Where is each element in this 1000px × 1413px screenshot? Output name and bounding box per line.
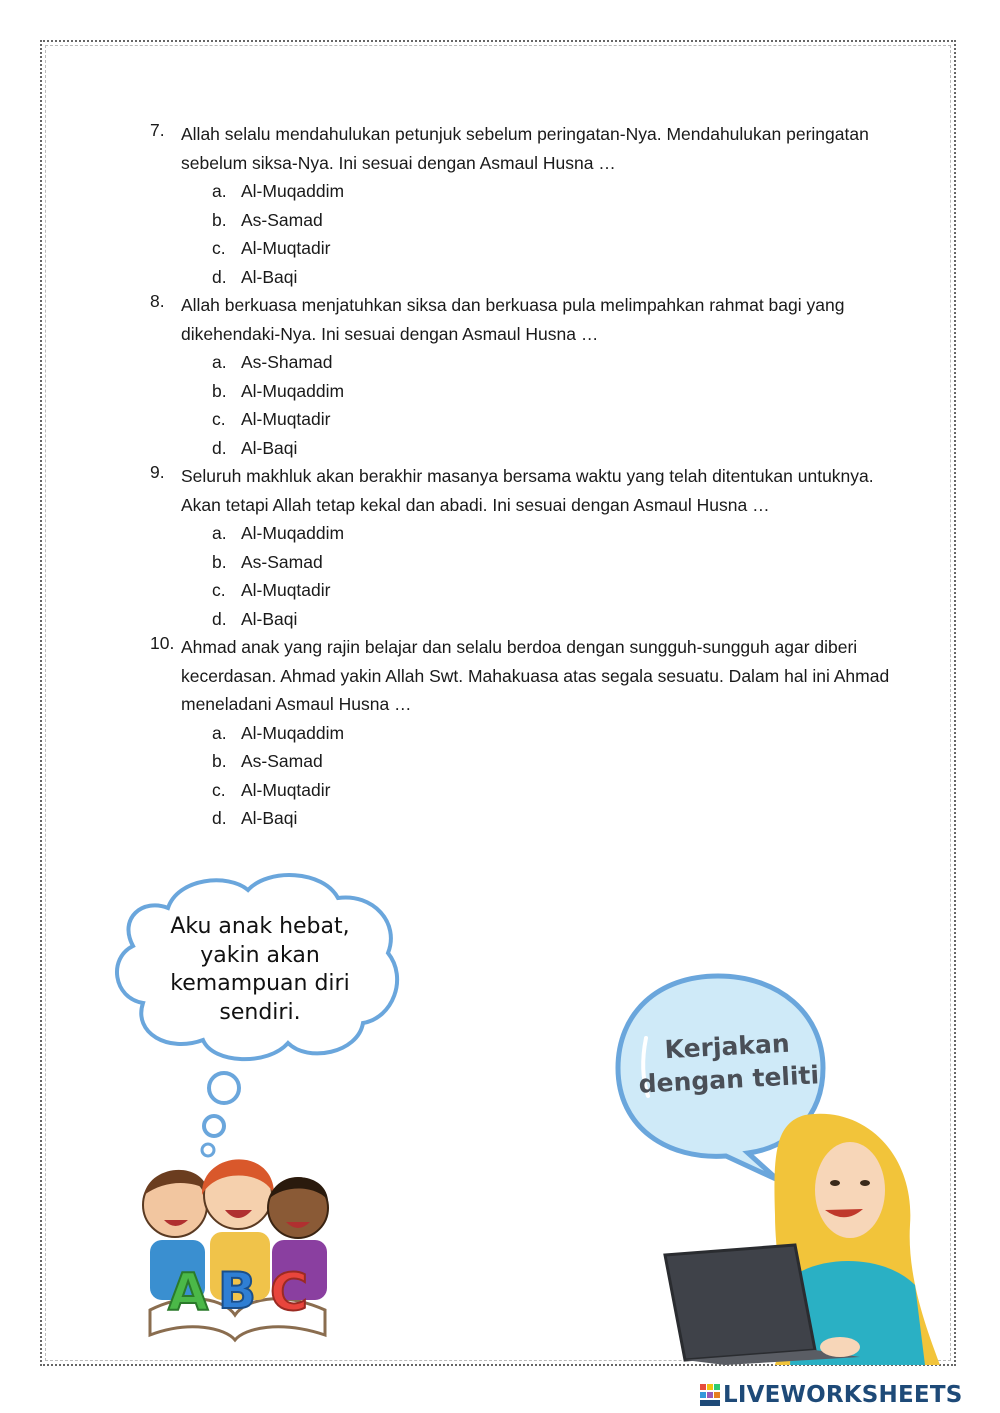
option-a[interactable] [212,519,890,548]
speech-line: Kerjakan [663,1028,791,1065]
svg-text:B: B [218,1262,257,1320]
question-9 [150,462,890,633]
option-b[interactable] [212,206,890,235]
option-text: Al-Muqaddim [241,181,345,201]
option-text: Al-Muqtadir [241,409,331,429]
question-8 [150,291,890,462]
option-d[interactable] [212,263,890,292]
speech-line: dengan teliti [637,1060,820,1099]
option-letter: a. [212,523,227,543]
liveworksheets-logo [700,1380,962,1410]
question-list [150,120,890,833]
question-text: Allah selalu mendahulukan petunjuk sebelum peringatan-Nya. Mendahulukan peringatan sebelum siksa-Nya. Ini sesuai dengan Asmaul Husna … [181,124,869,173]
kids-reading-illustration [130,1140,340,1350]
option-b[interactable] [212,747,890,776]
option-letter: b. [212,751,227,771]
option-text: Al-Muqtadir [241,238,331,258]
option-a[interactable] [212,177,890,206]
question-number: 8. [150,291,165,311]
option-letter: c. [212,238,226,258]
brand-icon [700,1384,720,1406]
question-7 [150,120,890,291]
option-text: As-Samad [241,751,323,771]
svg-text:A: A [168,1263,209,1323]
thought-bubble-text [145,913,375,1027]
option-letter: d. [212,808,227,828]
thought-line: yakin akan [200,942,320,968]
option-letter: b. [212,209,227,230]
option-text: Al-Muqaddim [241,722,345,743]
option-c[interactable] [212,405,890,434]
option-d[interactable] [212,804,890,833]
question-number: 9. [150,462,165,482]
option-letter: c. [212,580,226,600]
option-text: As-Samad [241,551,323,572]
option-text: Al-Muqaddim [241,380,345,401]
teacher-laptop-illustration [655,1095,955,1365]
question-text: Ahmad anak yang rajin belajar dan selalu berdoa dengan sungguh-sungguh agar diberi kecerdasan. Ahmad yakin Allah Swt. Mahakuasa atas segala sesuatu. Dalam hal ini Ahmad meneladani Asmaul Husna … [181,637,890,714]
option-letter: a. [212,181,227,201]
option-text: Al-Baqi [241,437,298,458]
question-number: 7. [150,120,165,140]
option-letter: d. [212,266,227,287]
question-number: 10. [150,633,175,653]
brand-text: LIVEWORKSHEETS [723,1382,963,1408]
question-text: Seluruh makhluk akan berakhir masanya bersama waktu yang telah ditentukan untuknya. Akan tetapi Allah tetap kekal dan abadi. Ini sesuai dengan Asmaul Husna … [181,466,874,515]
question-text: Allah berkuasa menjatuhkan siksa dan berkuasa pula melimpahkan rahmat bagi yang dikehendaki-Nya. Ini sesuai dengan Asmaul Husna … [181,295,845,344]
option-list [150,719,890,833]
option-text: Al-Baqi [241,266,298,287]
option-letter: a. [212,722,227,743]
option-c[interactable] [212,576,890,605]
svg-text:C: C [270,1263,309,1323]
option-text: Al-Muqaddim [241,523,345,543]
thought-line: sendiri. [219,999,301,1025]
option-letter: c. [212,779,226,800]
speech-bubble-text [626,1025,829,1101]
option-text: Al-Baqi [241,608,298,629]
option-text: As-Shamad [241,352,333,372]
option-letter: d. [212,437,227,458]
option-text: Al-Muqtadir [241,779,331,800]
option-c[interactable] [212,234,890,263]
question-10 [150,633,890,833]
thought-line: kemampuan diri [170,971,350,996]
option-list [150,177,890,291]
option-letter: c. [212,409,226,429]
option-text: Al-Muqtadir [241,580,331,600]
option-text: As-Samad [241,209,323,230]
option-a[interactable] [212,348,890,377]
option-list [150,519,890,633]
option-letter: d. [212,608,227,629]
option-d[interactable] [212,434,890,463]
thought-line: Aku anak hebat, [170,914,350,939]
option-letter: a. [212,352,227,372]
option-d[interactable] [212,605,890,634]
option-letter: b. [212,551,227,572]
option-b[interactable] [212,377,890,406]
option-b[interactable] [212,548,890,577]
option-list [150,348,890,462]
option-c[interactable] [212,776,890,805]
option-text: Al-Baqi [241,808,298,828]
option-a[interactable] [212,719,890,748]
option-letter: b. [212,380,227,401]
